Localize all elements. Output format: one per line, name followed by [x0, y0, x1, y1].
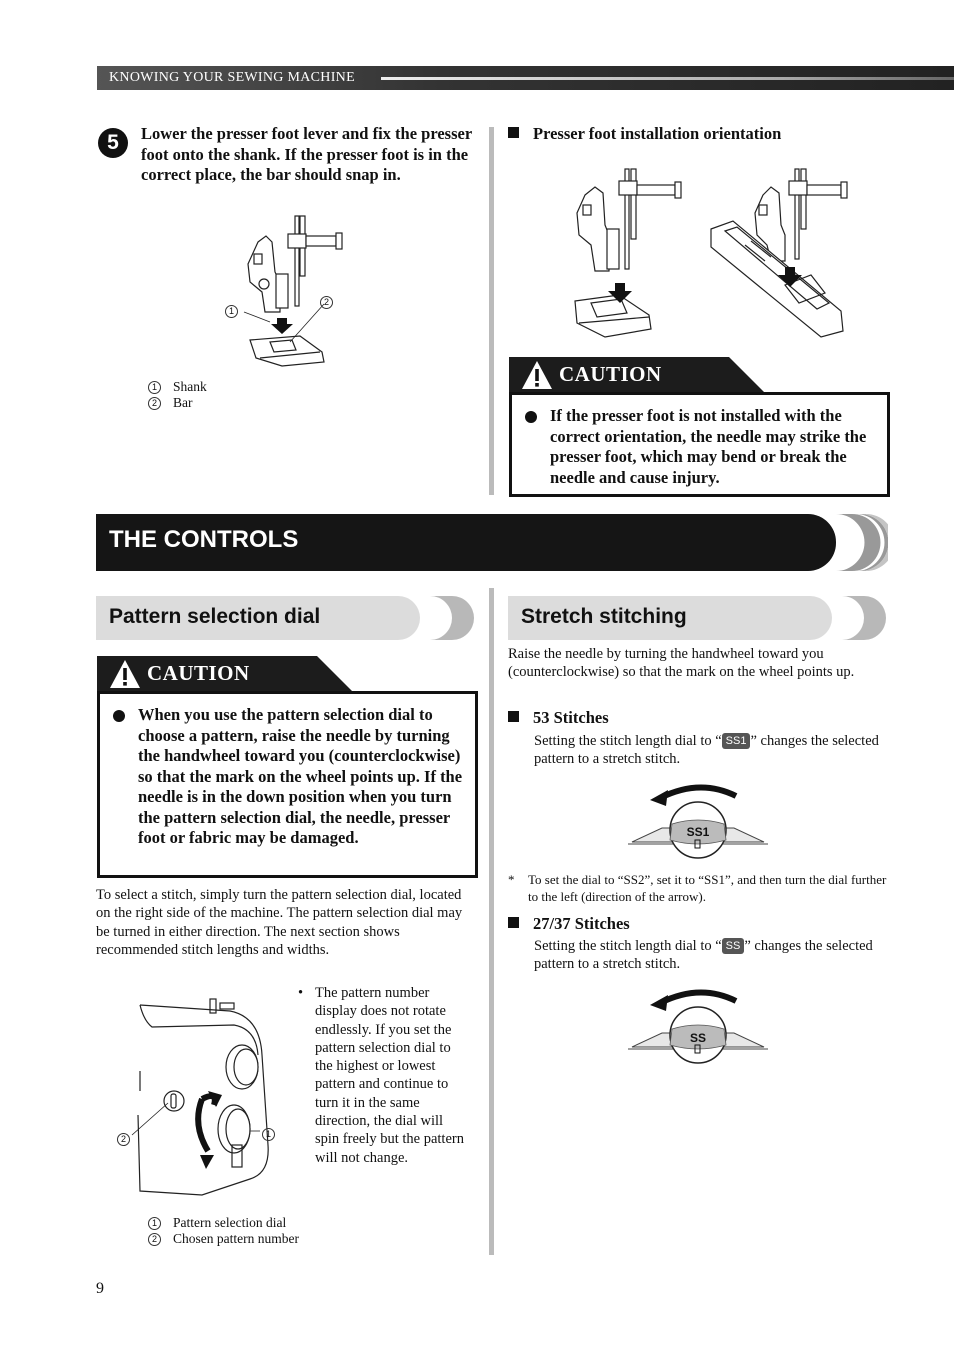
column-divider — [489, 127, 494, 495]
section-banner — [96, 514, 836, 571]
bullet — [113, 710, 125, 722]
caution-tab-corner — [729, 357, 765, 393]
callout-1: 1 — [262, 1126, 287, 1142]
stitches-2737-text: Setting the stitch length dial to “ SS ” changes the selected pattern to a stretch stitch. — [534, 938, 873, 973]
step-5-instruction: Lower the presser foot lever and fix the presser foot onto the shank. If the presser foot is in the correct place, the bar should snap in. — [141, 124, 472, 184]
pattern-note: • The pattern number display does not rotate endlessly. If you set the pattern selection dial to the highest or lowest pattern and continue to turn it in the same direction, the dial will spin freely but the pattern will not change. — [298, 985, 464, 1166]
dial-label: SS — [689, 1031, 707, 1045]
subsection-banner-pattern — [96, 596, 420, 640]
page-number: 9 — [96, 1280, 104, 1297]
step-number: 5 — [98, 128, 128, 158]
footnote: * To set the dial to “SS2”, set it to “SS1”, and then turn the dial further to the left (direction of the arrow). — [508, 872, 887, 904]
presser-foot-shank-illustration — [220, 212, 350, 372]
header-title: KNOWING YOUR SEWING MACHINE — [109, 70, 355, 85]
callout-2: 2 — [117, 1131, 142, 1147]
callout-2: 2 — [320, 294, 345, 310]
warning-icon — [109, 658, 141, 690]
dial-label: SS1 — [686, 825, 710, 839]
legend-shank: 1 Shank — [148, 379, 207, 395]
header-rule — [381, 77, 954, 80]
stitch-dial-ss-illustration — [628, 983, 768, 1071]
stitches-53-text: Setting the stitch length dial to “ SS1 ” changes the selected pattern to a stretch stitch. — [534, 733, 879, 768]
callout-1: 1 — [225, 303, 250, 319]
subsection-title: Stretch stitching — [521, 605, 687, 628]
caution-label: CAUTION — [147, 661, 250, 685]
legend-chosen-pattern-number: 2 Chosen pattern number — [148, 1231, 299, 1247]
caution-tab — [97, 656, 317, 692]
caution-tab — [509, 357, 729, 393]
warning-icon — [521, 359, 553, 391]
caution-tab-corner — [317, 656, 353, 692]
subsection-title: Pattern selection dial — [109, 605, 321, 628]
stitches-53-heading: 53 Stitches — [508, 708, 609, 728]
section-title: THE CONTROLS — [109, 526, 299, 553]
bullet — [525, 411, 537, 423]
running-header — [97, 66, 954, 90]
caution-label: CAUTION — [559, 362, 662, 386]
orientation-heading: Presser foot installation orientation — [508, 124, 781, 144]
subsection-banner-stretch — [508, 596, 832, 640]
stitches-2737-heading: 27/37 Stitches — [508, 914, 630, 934]
legend-pattern-selection-dial: 1 Pattern selection dial — [148, 1215, 286, 1231]
caution-box — [97, 691, 478, 878]
caution-box — [509, 392, 890, 497]
stretch-intro: Raise the needle by turning the handwheel toward you (counterclockwise) so that the mark on the wheel points up. — [508, 646, 855, 681]
presser-foot-orientation-illustration — [565, 165, 855, 345]
pattern-body: To select a stitch, simply turn the pattern selection dial, located on the right side of the machine. The pattern selection dial may be turned in either direction. The next section shows recommended stitch lengths and widths. — [96, 887, 463, 958]
legend-bar: 2 Bar — [148, 395, 193, 411]
machine-side-illustration — [110, 995, 290, 1203]
caution-text: When you use the pattern selection dial to choose a pattern, raise the needle by turning the handwheel toward you (counterclockwise) so that the mark on the wheel points up. If the needle is in the down position when you turn the pattern selection dial, the needle, presser foot or fabric may be damaged. — [138, 705, 463, 847]
column-divider-lower — [489, 588, 494, 1255]
banner-decoration — [826, 514, 888, 571]
ss1-chip: SS1 — [722, 733, 751, 749]
banner-decoration — [824, 596, 886, 640]
stitch-dial-ss1-illustration — [628, 778, 768, 866]
ss-chip: SS — [722, 938, 745, 954]
banner-decoration — [412, 596, 474, 640]
caution-text: If the presser foot is not installed with the correct orientation, the needle may strike the presser foot, which may bend or break the needle and cause injury. — [550, 406, 867, 487]
